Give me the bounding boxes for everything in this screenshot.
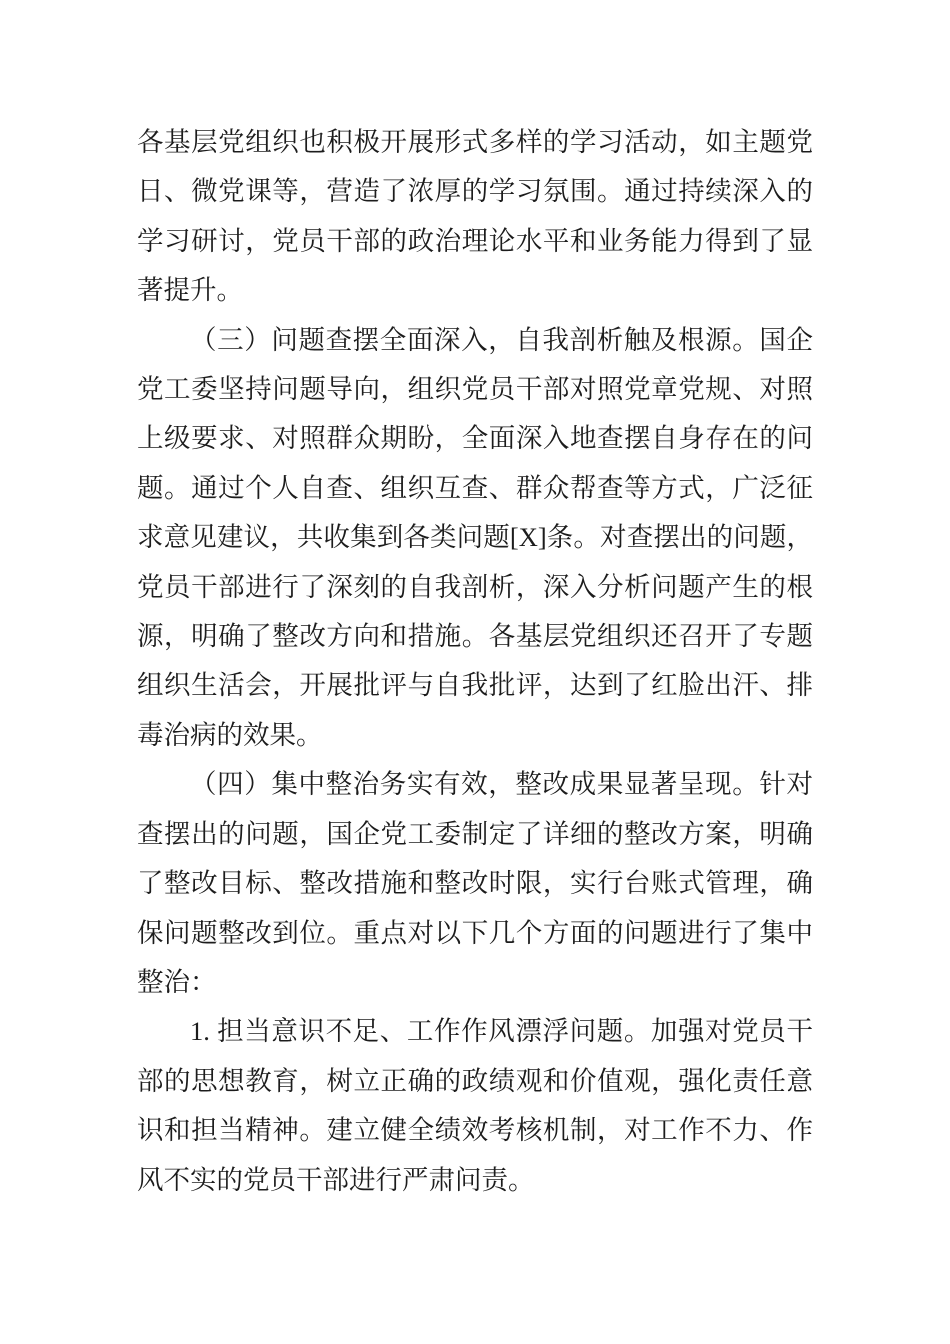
paragraph-section-4: （四）集中整治务实有效，整改成果显著呈现。针对查摆出的问题，国企党工委制定了详细的整改方案，明确了整改目标、整改措施和整改时限，实行台账式管理，确保问题整改到位。重点对以下几个方面的问题进行了集中整治： [137, 769, 813, 997]
paragraph-item-1: 1. 担当意识不足、工作作风漂浮问题。加强对党员干部的思想教育，树立正确的政绩观和价值观，强化责任意识和担当精神。建立健全绩效考核机制，对工作不力、作风不实的党员干部进行严肃问责。 [137, 1016, 813, 1195]
document-text-block [137, 118, 813, 1205]
paragraph-section-3: （三）问题查摆全面深入，自我剖析触及根源。国企党工委坚持问题导向，组织党员干部对照党章党规、对照上级要求、对照群众期盼，全面深入地查摆自身存在的问题。通过个人自查、组织互查、群众帮查等方式，广泛征求意见建议，共收集到各类问题[X]条。对查摆出的问题，党员干部进行了深刻的自我剖析，深入分析问题产生的根源，明确了整改方向和措施。各基层党组织还召开了专题组织生活会，开展批评与自我批评，达到了红脸出汗、排毒治病的效果。 [137, 324, 813, 750]
paragraph-continuation: 各基层党组织也积极开展形式多样的学习活动，如主题党日、微党课等，营造了浓厚的学习氛围。通过持续深入的学习研讨，党员干部的政治理论水平和业务能力得到了显著提升。 [137, 127, 813, 306]
